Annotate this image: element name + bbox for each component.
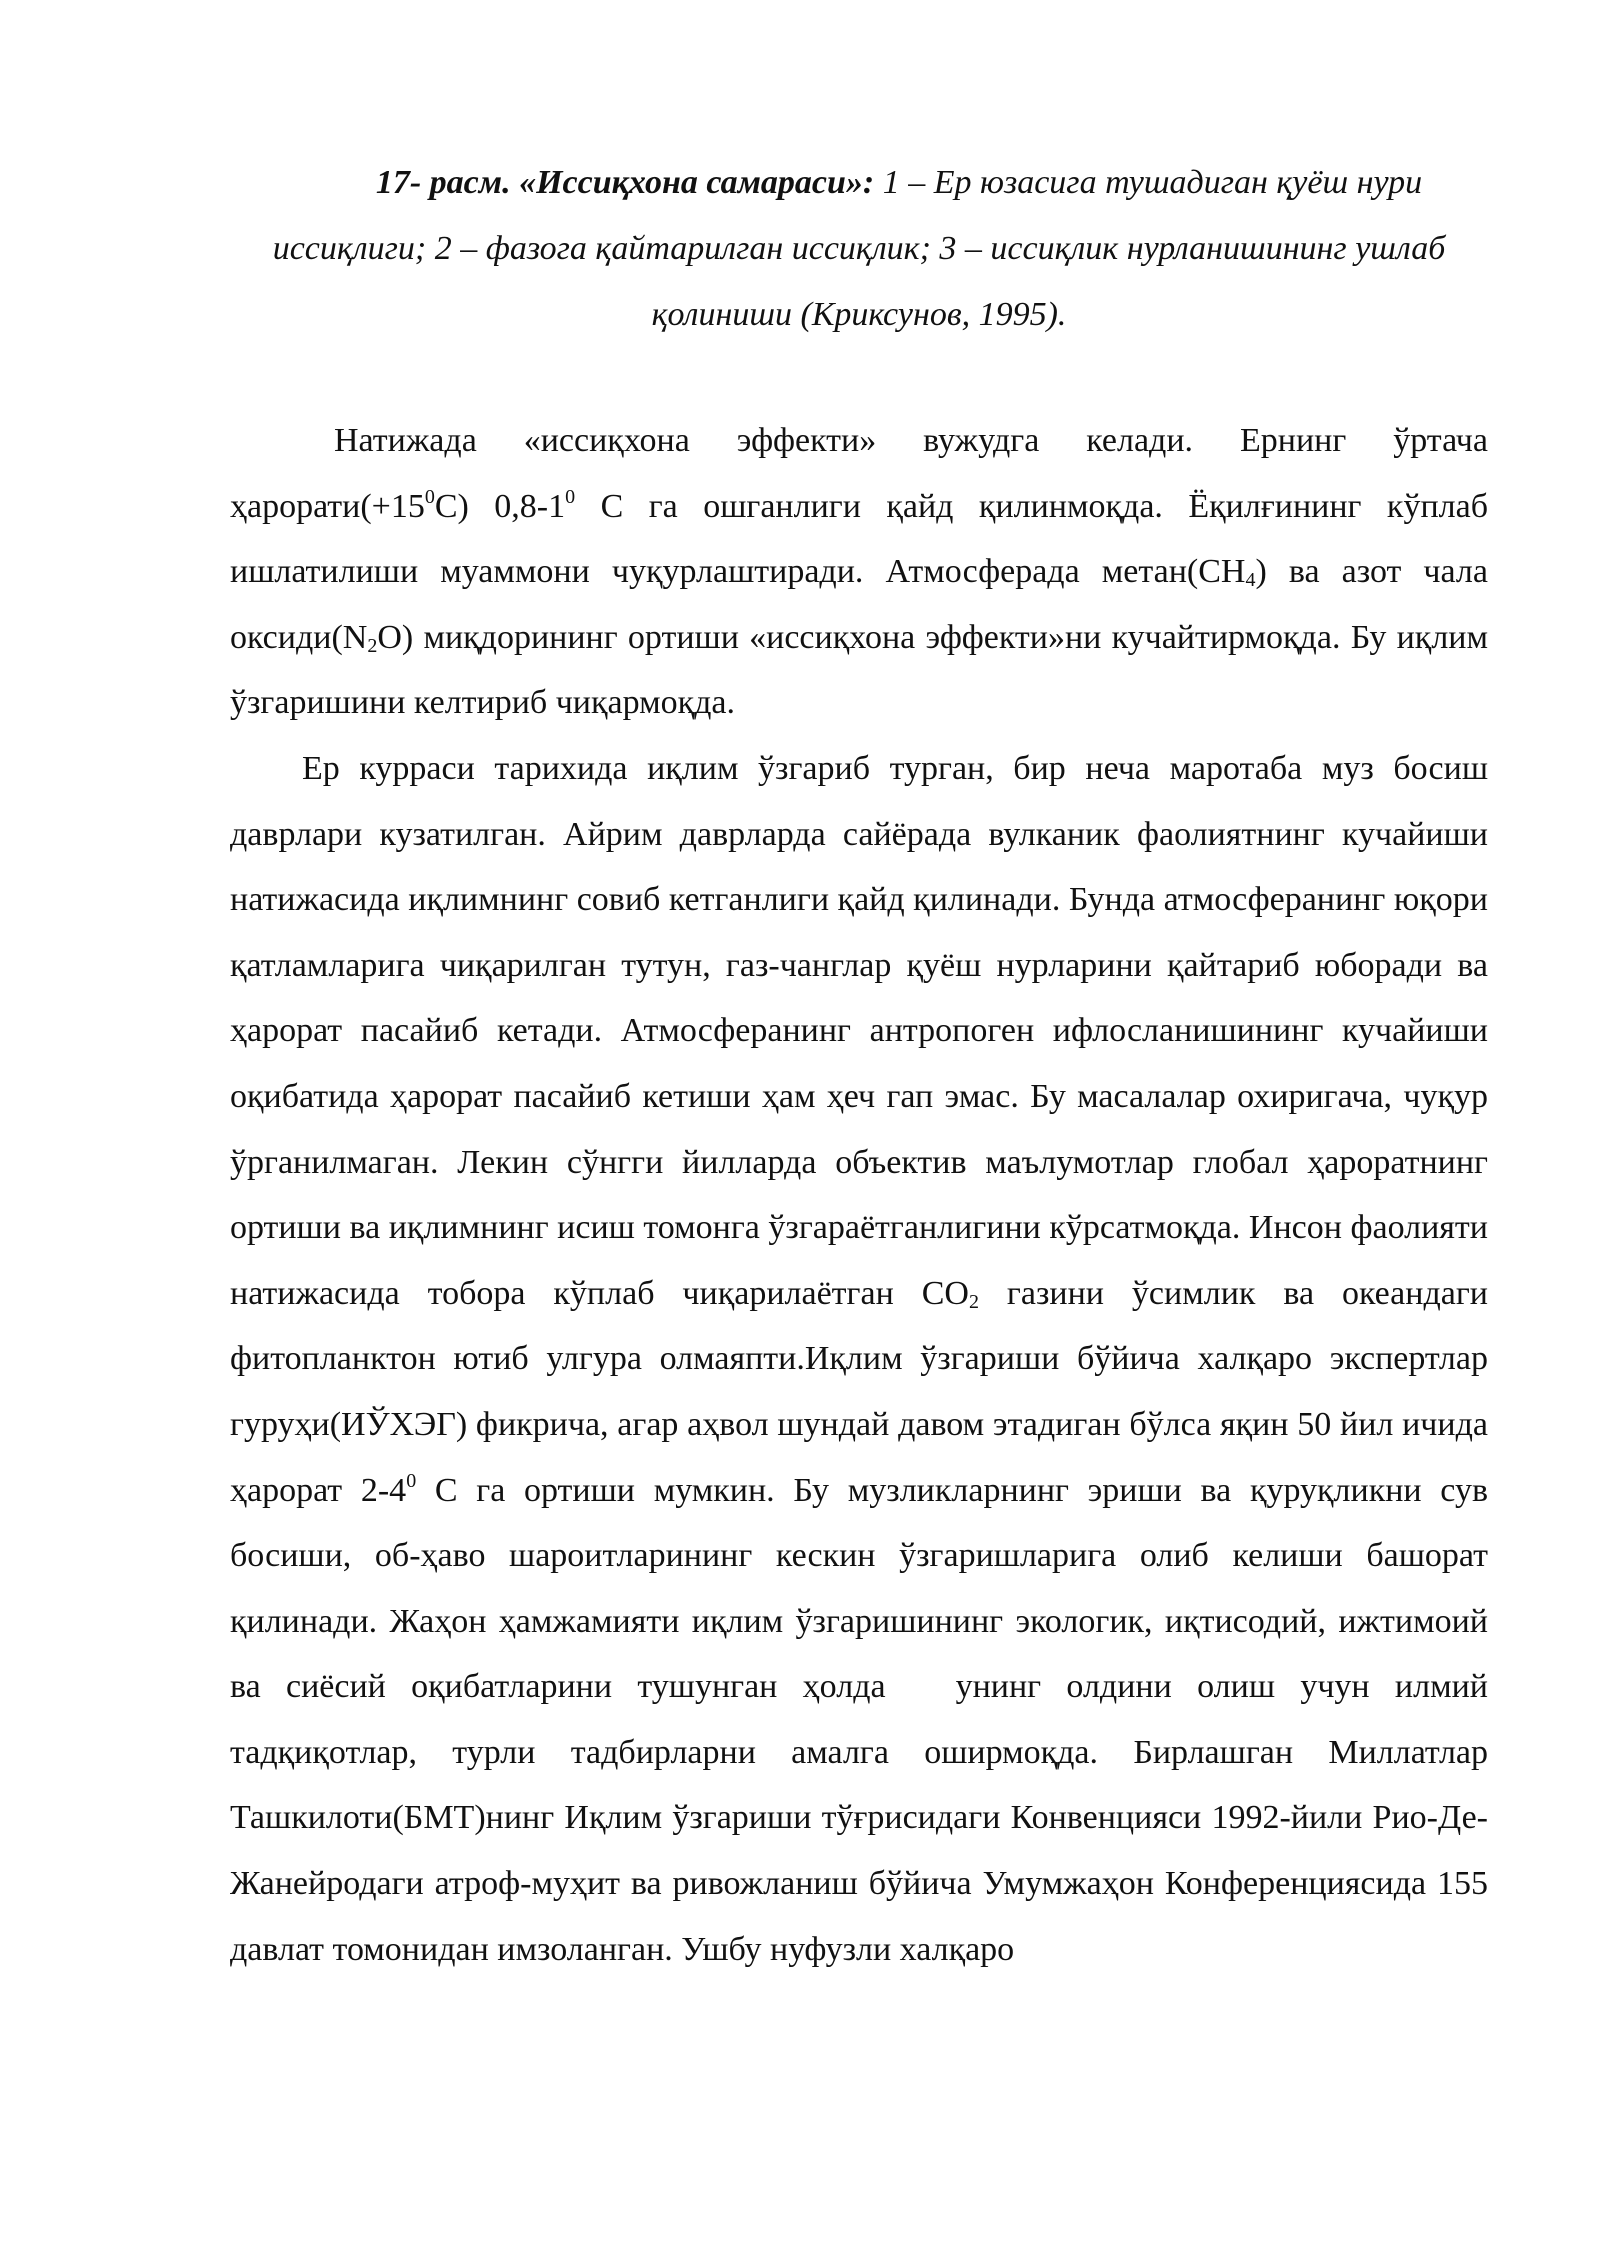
- superscript: 0: [565, 485, 576, 508]
- figure-caption-text: 1 – Ер юзасига тушадиган қуёш нури иссиқлиги; 2 – фазога қайтарилган иссиқлик; 3 – иссиқлик нурланишининг ушлаб қолиниши (Криксунов, 1995).: [272, 164, 1446, 333]
- figure-caption-label: 17- расм. «Иссиқхона самараси»:: [375, 164, 875, 201]
- text-run: ) ва азот чала оксиди(N: [230, 553, 1488, 656]
- subscript: 4: [1245, 569, 1256, 592]
- subscript: 2: [968, 1290, 979, 1313]
- paragraph-greenhouse-effect: [230, 408, 1488, 736]
- text-run: унинг олдини олиш учун илмий тадқиқотлар, турли тадбирларни амалга оширмоқда. Бирлашган Миллатлар Ташкилоти(БМТ)нинг Иқлим ўзгариши тўғрисидаги Конвенцияси 1992-йили Рио-Де-Жанейродаги атроф-муҳит ва ривожланиш бўйича Умумжаҳон Конференциясида 155 давлат томонидан имзоланган. Ушбу нуфузли халқаро: [230, 1668, 1488, 1968]
- paragraph-climate-history: [230, 736, 1488, 1982]
- figure-caption: [230, 150, 1488, 348]
- text-run: С га ошганлиги қайд қилинмоқда. Ёқилғининг кўплаб ишлатилиши муаммони чуқурлаштиради. Атмосферада метан(СН: [230, 487, 1489, 591]
- text-run: Ер курраси тарихида иқлим ўзгариб турган, бир неча маротаба муз босиш даврлари кузатилган. Айрим даврларда сайёрада вулканик фаолиятнинг кучайиши натижасида иқлимнинг совиб кетганлиги қайд қилинади. Бунда атмосферанинг юқори қатламларига чиқарилган тутун, газ-чанглар қуёш нурларини қайтариб юборади ва ҳарорат пасайиб кетади. Атмосферанинг антропоген ифлосланишининг кучайиши оқибатида ҳарорат пасайиб кетиши ҳам ҳеч гап эмас. Бу масалалар охиригача, чуқур ўрганилмаган. Лекин сўнгги йилларда объектив маълумотлар глобал ҳароратнинг ортиши ва иқлимнинг исиш томонга ўзгараётганлигини кўрсатмоқда. Инсон фаолияти натижасида тобора кўплаб чиқарилаётган СО: [230, 749, 1488, 1312]
- text-run: С га ортиши мумкин. Бу музликларнинг эриши ва қуруқликни сув босиши, об-ҳаво шароитларининг кескин ўзгаришларига олиб келиши башорат қилинади. Жаҳон ҳамжамияти иқлим ўзгаришининг экологик, иқтисодий, ижтимоий ва сиёсий оқибатларини тушунган ҳолда: [230, 1471, 1489, 1706]
- document-page: [230, 150, 1488, 1982]
- text-run: Натижада «иссиқхона эффекти» вужудга келади. Ернинг ўртача ҳарорати(+15: [230, 422, 1488, 525]
- text-run: газини ўсимлик ва океандаги фитопланктон ютиб улгура олмаяпти.Иқлим ўзгариши бўйича халқаро экспертлар гуруҳи(ИЎХЭГ) фикрича, агар аҳвол шундай давом этадиган бўлса яқин 50 йил ичида ҳарорат 2-4: [230, 1274, 1488, 1509]
- superscript: 0: [406, 1469, 417, 1492]
- text-run: О) миқдорининг ортиши «иссиқхона эффекти»ни кучайтирмоқда. Бу иқлим ўзгаришини келтириб чиқармоқда.: [230, 618, 1488, 722]
- superscript: 0: [424, 485, 435, 508]
- subscript: 2: [367, 634, 378, 657]
- text-run: С) 0,8-1: [434, 487, 566, 525]
